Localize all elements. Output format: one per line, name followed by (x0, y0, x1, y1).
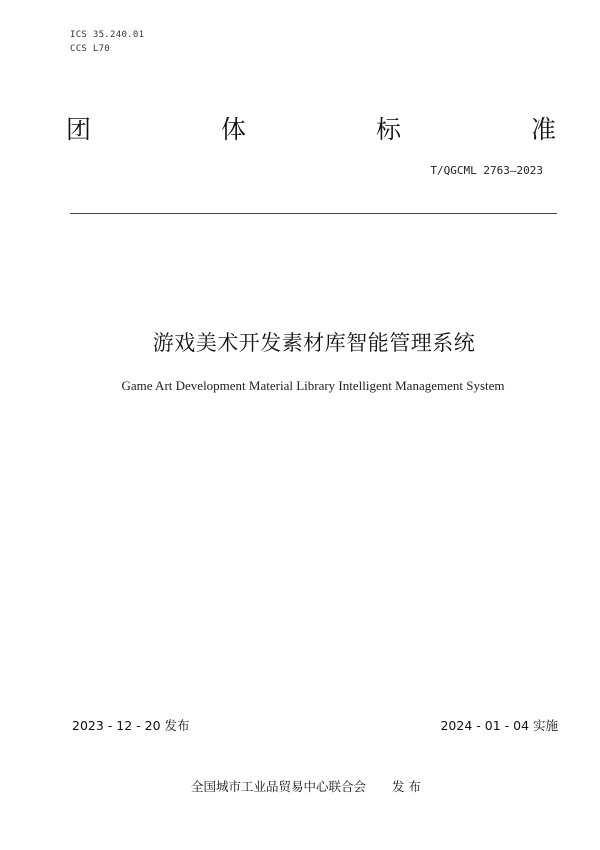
implementation-date: 2024 - 01 - 04 实施 (440, 718, 558, 733)
title-english: Game Art Development Material Library Intelligent Management System (121, 378, 505, 393)
standard-number: T/QGCML 2763—2023 (430, 164, 543, 177)
standard-type-char: 标 (375, 115, 401, 144)
publisher-name: 全国城市工业品贸易中心联合会 (191, 779, 367, 794)
title-chinese: 游戏美术开发素材库智能管理系统 (152, 331, 476, 355)
issue-date: 2023 - 12 - 20 发布 (72, 718, 190, 733)
standard-type-char: 准 (530, 115, 556, 144)
publish-action: 发 布 (392, 779, 421, 794)
header-divider (70, 213, 557, 214)
classification-codes (70, 28, 144, 56)
standard-type-char: 团 (66, 115, 92, 144)
standard-type-heading (66, 114, 556, 146)
standard-type-char: 体 (220, 115, 246, 144)
ics-code: ICS 35.240.01 (70, 30, 145, 40)
ccs-code: CCS L70 (70, 44, 111, 54)
publisher-line (0, 777, 600, 795)
